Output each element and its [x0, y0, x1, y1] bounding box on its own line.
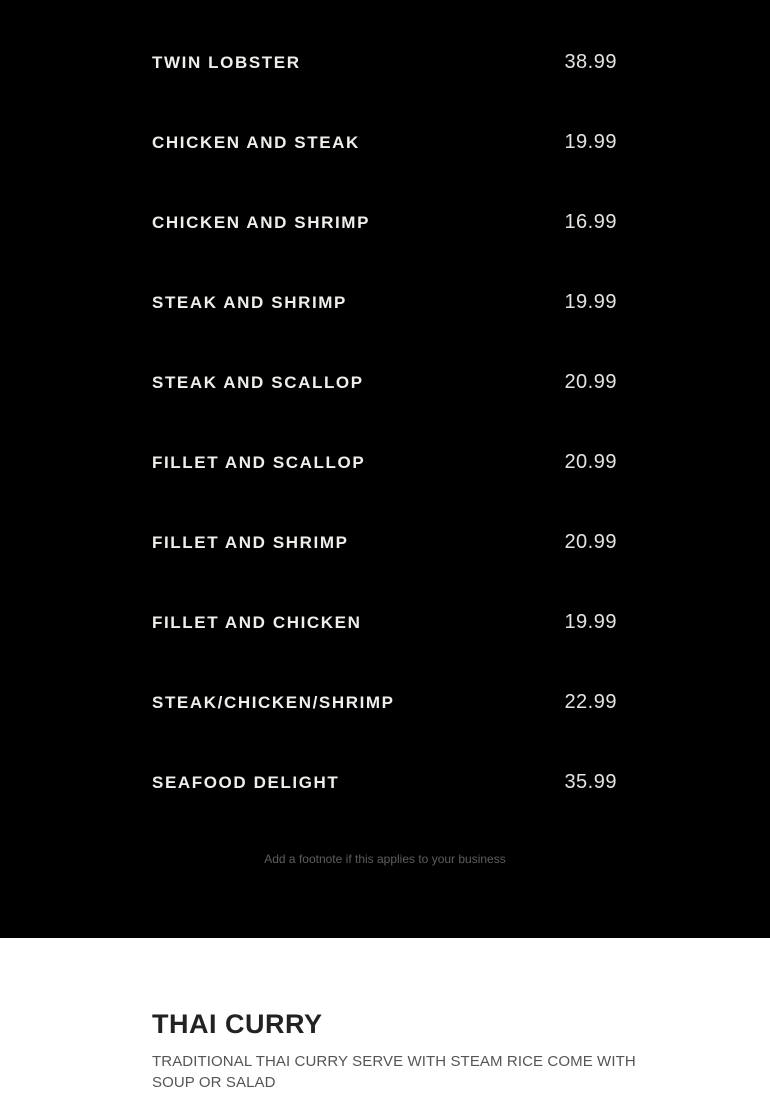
menu-item-price: 19.99 [564, 131, 617, 153]
menu-item-name: TWIN LOBSTER [152, 53, 301, 72]
menu-item-name: CHICKEN AND STEAK [152, 133, 360, 152]
menu-item-row [152, 51, 617, 74]
menu-item-row [152, 691, 617, 714]
menu-item-name: FILLET AND CHICKEN [152, 613, 362, 632]
menu-item-price: 38.99 [564, 51, 617, 73]
menu-item-price: 35.99 [564, 771, 617, 793]
menu-item-price: 20.99 [564, 451, 617, 473]
section-title: THAI CURRY [152, 1009, 323, 1039]
section-description-line: SOUP OR SALAD [152, 1074, 276, 1091]
menu-item-row [152, 451, 617, 474]
section-description-line: TRADITIONAL THAI CURRY SERVE WITH STEAM RICE COME WITH [152, 1053, 636, 1070]
menu-item-name: SEAFOOD DELIGHT [152, 773, 340, 792]
menu-item-name: CHICKEN AND SHRIMP [152, 213, 371, 232]
section-description [152, 1051, 636, 1093]
menu-item-row [152, 131, 617, 154]
menu-item-price: 19.99 [564, 611, 617, 633]
menu-item-price: 16.99 [564, 211, 617, 233]
thai-curry-section [0, 938, 770, 1115]
menu-item-price: 20.99 [564, 531, 617, 553]
menu-item-row [152, 771, 617, 794]
menu-item-name: FILLET AND SHRIMP [152, 533, 349, 552]
menu-item-name: FILLET AND SCALLOP [152, 453, 366, 472]
menu-item-row [152, 611, 617, 634]
menu-item-name: STEAK AND SHRIMP [152, 293, 347, 312]
menu-item-name: STEAK AND SCALLOP [152, 373, 364, 392]
menu-item-price: 22.99 [564, 691, 617, 713]
menu-item-price: 19.99 [564, 291, 617, 313]
menu-item-row [152, 531, 617, 554]
menu-item-name: STEAK/CHICKEN/SHRIMP [152, 693, 395, 712]
footnote-text: Add a footnote if this applies to your business [264, 852, 506, 866]
menu-item-price: 20.99 [564, 371, 617, 393]
menu-item-row [152, 371, 617, 394]
menu-item-row [152, 211, 617, 234]
menu-item-row [152, 291, 617, 314]
